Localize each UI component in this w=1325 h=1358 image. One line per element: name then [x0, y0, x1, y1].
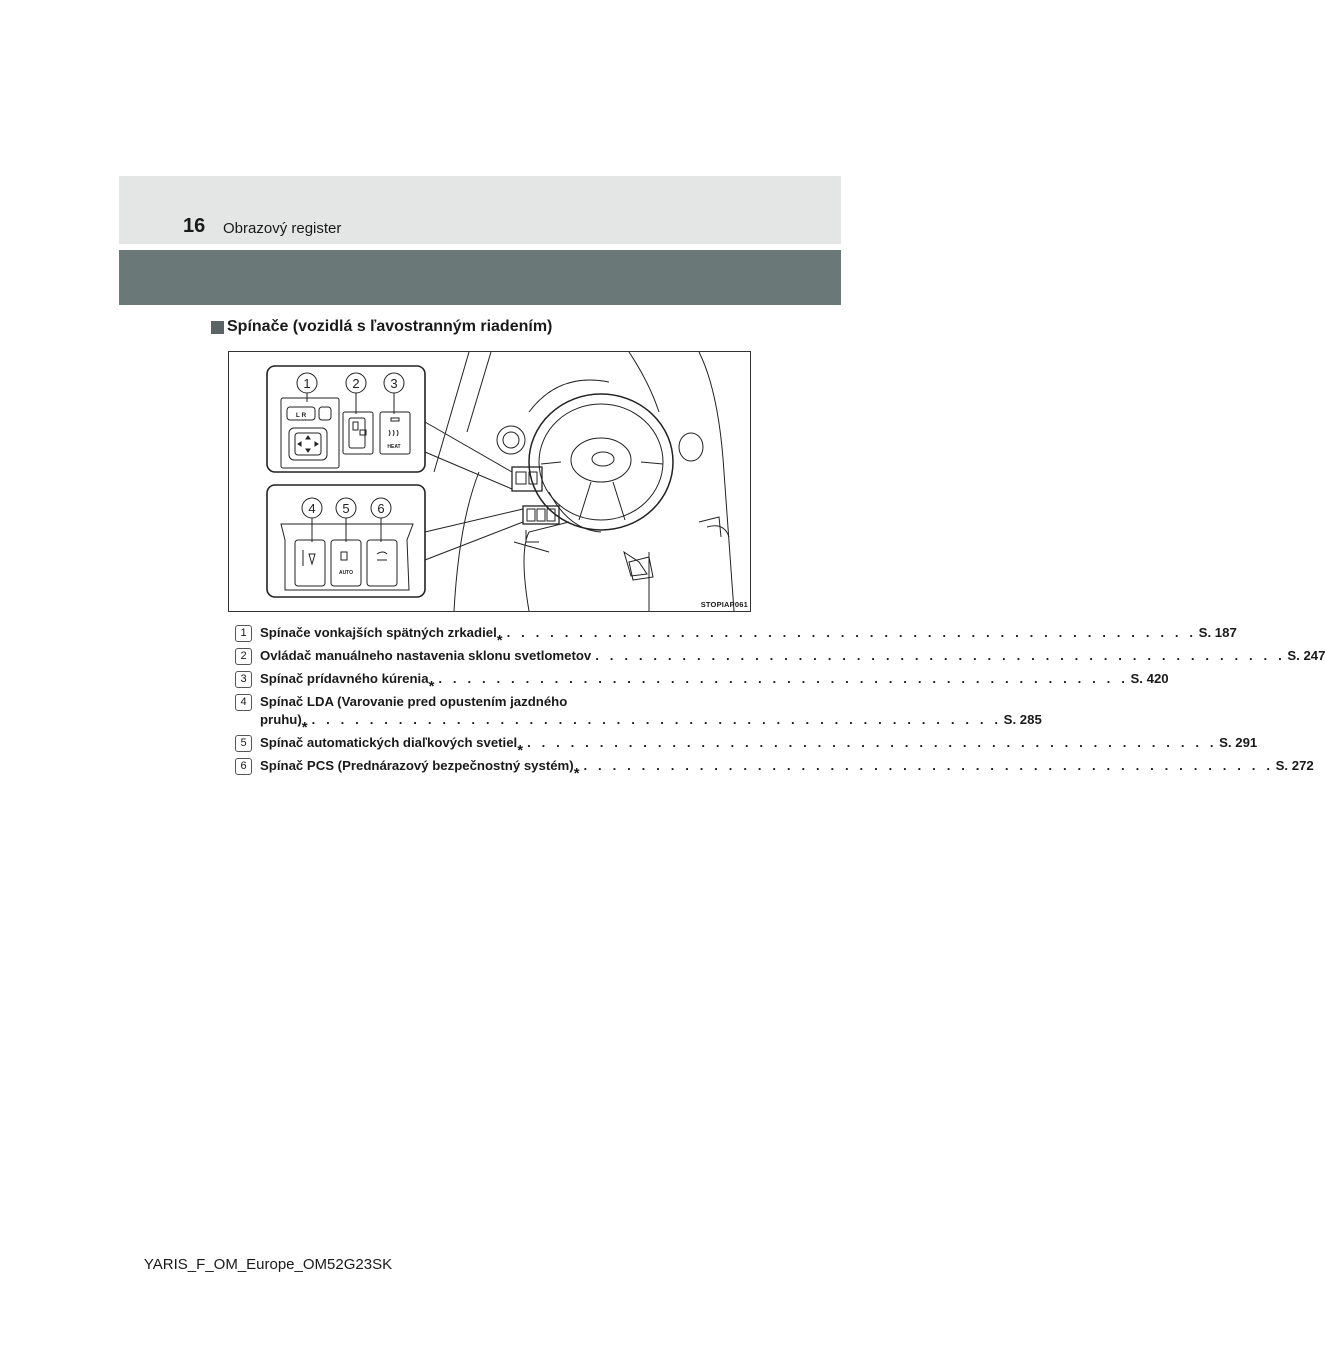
item-text: Spínač PCS (Prednárazový bezpečnostný systém)	[260, 758, 574, 773]
leader-dots: . . . . . . . . . . . . . . . . . . . . . . . . . . . . . . . . . . . . . . . . . . . . . . . .	[583, 758, 1274, 773]
page-ref-link[interactable]: S. 291	[1219, 735, 1258, 750]
square-bullet-icon	[211, 321, 224, 334]
switches-figure	[228, 351, 751, 612]
leader-dots: . . . . . . . . . . . . . . . . . . . . . . . . . . . . . . . . . . . . . . . . . . . . . . . .	[506, 625, 1197, 640]
section-name: Obrazový register	[223, 220, 342, 237]
callout-2: 2	[352, 376, 360, 391]
page-number: 16	[183, 215, 206, 237]
callout-4: 4	[308, 501, 316, 516]
item-text-line1: Spínač LDA (Varovanie pred opustením jazdného	[260, 694, 568, 709]
item-text: pruhu)	[260, 712, 302, 727]
callout-5: 5	[342, 501, 350, 516]
page-ref-link[interactable]: S. 285	[1003, 712, 1042, 727]
footer	[0, 1256, 960, 1273]
page-ref-link[interactable]: S. 247	[1287, 648, 1325, 663]
list-item: 5 Spínač automatických diaľkových svetiel * . . . . . . . . . . . . . . . . . . . . . . . . . . . . . . . . . . . . . . . . . . . . . . . . S. 291	[235, 734, 735, 752]
item-text: Spínače vonkajších spätných zrkadiel	[260, 625, 497, 640]
page-ref-link[interactable]: S. 272	[1275, 758, 1314, 773]
item-number: 6	[235, 758, 252, 775]
figure-code: STOPIAP061	[700, 600, 748, 609]
list-item: 6 Spínač PCS (Prednárazový bezpečnostný systém) * . . . . . . . . . . . . . . . . . . . . . . . . . . . . . . . . . . . . . . . . . . . . . . . . S. 272	[235, 757, 735, 775]
callout-3: 3	[390, 376, 398, 391]
leader-dots: . . . . . . . . . . . . . . . . . . . . . . . . . . . . . . . . . . . . . . . . . . . . . . . .	[438, 671, 1129, 686]
item-number: 2	[235, 648, 252, 665]
auto-label: AUTO	[338, 570, 354, 576]
leader-dots: . . . . . . . . . . . . . . . . . . . . . . . . . . . . . . . . . . . . . . . . . . . . . . . .	[595, 648, 1286, 663]
header-dark-band	[119, 250, 841, 305]
list-item	[235, 647, 1325, 665]
list-item: 3 Spínač prídavného kúrenia * . . . . . . . . . . . . . . . . . . . . . . . . . . . . . . . . . . . . . . . . . . . . . . . . S. 420	[235, 670, 735, 688]
leader-dots: . . . . . . . . . . . . . . . . . . . . . . . . . . . . . . . . . . . . . . . . . . . . . . . .	[311, 712, 1002, 727]
callout-6: 6	[377, 501, 385, 516]
list-item: 1 Spínače vonkajších spätných zrkadiel * . . . . . . . . . . . . . . . . . . . . . . . . . . . . . . . . . . . . . . . . . . . . . . . . S. 187	[235, 624, 735, 642]
item-number: 1	[235, 625, 252, 642]
item-text: Spínač prídavného kúrenia	[260, 671, 429, 686]
page-ref-link[interactable]: S. 420	[1130, 671, 1169, 686]
item-number: 4	[235, 694, 252, 711]
heat-label: HEAT	[387, 444, 401, 450]
switch-list	[235, 624, 1325, 782]
item-text: Spínač automatických diaľkových svetiel	[260, 735, 518, 750]
section-title	[211, 318, 552, 336]
item-number: 3	[235, 671, 252, 688]
footer-code: YARIS_F_OM_Europe_OM52G23SK	[143, 1256, 393, 1273]
leader-dots: . . . . . . . . . . . . . . . . . . . . . . . . . . . . . . . . . . . . . . . . . . . . . . . .	[527, 735, 1218, 750]
item-text: Ovládač manuálneho nastavenia sklonu svetlometov	[260, 648, 592, 663]
list-item: 4 Spínač LDA (Varovanie pred opustením jazdného pruhu) * . . . . . . . . . . . . . . . . . . . . . . . . . . . . . . . . . . . . . . . . . . . . . . . . S. 285	[235, 693, 735, 729]
mirror-lr-label: L R	[295, 412, 307, 419]
item-number: 5	[235, 735, 252, 752]
section-title-text: Spínače (vozidlá s ľavostranným riadením)	[227, 318, 553, 335]
callout-1: 1	[303, 376, 311, 391]
page-ref-link[interactable]: S. 187	[1198, 625, 1237, 640]
dashboard-illustration	[229, 352, 750, 611]
